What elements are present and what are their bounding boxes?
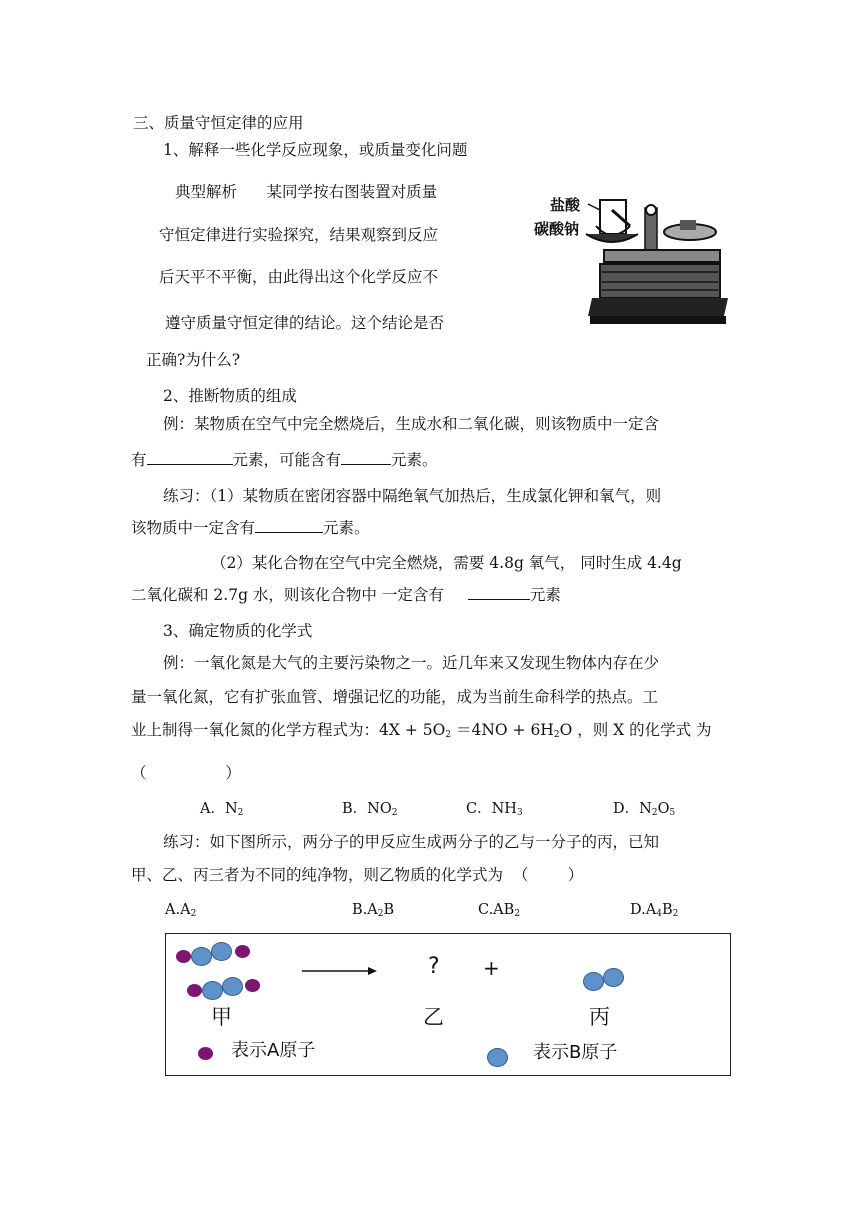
blank-possible-elements[interactable] [341,450,391,465]
subscript: 3 [516,808,523,818]
option2-b[interactable] [352,900,394,924]
part3-ex-line1: 例：一氧化氮是大气的主要污染物之一。近几年来又发现生物体内存在少 [163,654,660,672]
label-hydrochloric-acid: 盐酸 [550,196,581,214]
option-c[interactable] [466,799,523,823]
text: 元素，可能含有 [232,451,342,469]
subscript: 2 [445,730,452,740]
subscript: 2 [391,808,398,818]
subscript: 2 [553,730,560,740]
part3-practice-line1: 练习：如下图所示，两分子的甲反应生成两分子的乙与一分子的丙，已知 [163,833,660,851]
opt-text: D．N [613,801,652,817]
option-a[interactable] [200,799,243,823]
text: O ，则 X 的化学式 为 [559,721,712,739]
part1-line-1: 典型解析 某同学按右图装置对质量 [175,183,438,201]
part2-title: 2、推断物质的组成 [163,387,297,405]
opt-text: B．NO [342,801,392,817]
atom-b [603,968,624,987]
text: 该物质中一定含有 [131,519,256,537]
option2-d[interactable] [630,900,678,924]
part2-example-line1: 例：某物质在空气中完全燃烧后，生成水和二氧化碳，则该物质中一定含 [163,415,660,433]
opt-text: B [383,902,395,918]
text: 元素 [529,586,561,604]
opt-text: B.A [352,902,378,918]
blank-ex2-elements[interactable] [468,585,530,600]
option-b[interactable] [342,799,397,823]
opt-text: O [657,801,670,817]
part3-title: 3、确定物质的化学式 [163,622,313,640]
legend-a-label: 表示A原子 [231,1040,316,1061]
opt-text: C．NH [466,801,517,817]
subscript: 2 [514,909,521,919]
opt-text: A.A [165,902,191,918]
text: 元素。 [323,519,370,537]
atom-b [211,942,232,961]
reaction-arrow-icon [302,964,378,978]
text: 有 [131,451,147,469]
subscript: 2 [672,909,679,919]
subscript: 5 [669,808,676,818]
part3-practice-line2: 甲、乙、丙三者为不同的纯净物，则乙物质的化学式为 （ ） [131,866,584,884]
part3-ex-answer-bracket: （ ） [131,764,241,782]
subscript: 4 [656,909,662,919]
opt-text: C.AB [478,902,515,918]
legend-atom-a-icon [198,1047,213,1060]
atom-b [583,972,604,991]
part1-line-3: 后天平不平衡，由此得出这个化学反应不 [159,268,439,286]
text: ＝4NO + 6H [451,721,554,739]
option-d[interactable] [613,799,675,823]
atom-a [176,950,191,963]
section-title: 三、质量守恒定律的应用 [133,114,304,132]
part2-ex1-line2 [131,518,370,538]
atom-b [222,977,243,996]
label-sodium-carbonate: 碳酸钠 [534,220,580,238]
subscript: 2 [651,808,658,818]
atom-a [245,979,260,992]
subscript: 2 [237,808,244,818]
blank-certain-elements[interactable] [147,450,233,465]
plus-sign: + [483,956,500,980]
question-mark: ? [428,954,440,979]
part1-line-4: 遵守质量守恒定律的结论。这个结论是否 [165,314,445,332]
part1-title: 1、解释一些化学反应现象，或质量变化问题 [163,141,468,159]
atom-b [191,947,212,966]
opt-text: A．N [200,801,238,817]
opt-text: B [661,902,673,918]
text: 元素。 [391,451,438,469]
part2-ex1-line1: 练习：（1）某物质在密闭容器中隔绝氧气加热后，生成氯化钾和氧气，则 [163,487,662,505]
atom-a [235,945,250,958]
label-bing: 丙 [589,1005,610,1029]
part3-ex-line3 [131,720,712,745]
part1-line-2: 守恒定律进行实验探究，结果观察到反应 [159,226,439,244]
text: 二氧化碳和 2.7g 水，则该化合物中 一定含有 [131,586,444,604]
atom-b [202,981,223,1000]
reaction-diagram [165,933,731,1076]
part3-ex-line2: 量一氧化氮，它有扩张血管、增强记忆的功能，成为当前生命科学的热点。工 [131,688,659,706]
text: 业上制得一氧化氮的化学方程式为：4X + 5O [131,721,446,739]
legend-b-label: 表示B原子 [533,1042,618,1063]
option2-a[interactable] [165,900,196,924]
part2-example-line2 [131,450,438,470]
atom-a [187,984,202,997]
label-jia: 甲 [211,1005,232,1029]
part1-line-5: 正确?为什么? [146,351,241,369]
subscript: 2 [377,909,384,919]
option2-c[interactable] [478,900,520,924]
legend-atom-b-icon [487,1048,508,1067]
balance-icon [530,190,730,330]
opt-text: D.A [630,902,657,918]
part2-ex2-line1: （2）某化合物在空气中完全燃烧，需要 4.8g 氧气， 同时生成 4.4g [211,554,682,572]
part2-ex2-line2 [131,585,561,605]
balance-illustration [530,190,730,330]
label-yi: 乙 [423,1005,444,1029]
subscript: 2 [190,909,197,919]
blank-ex1-elements[interactable] [255,518,323,533]
